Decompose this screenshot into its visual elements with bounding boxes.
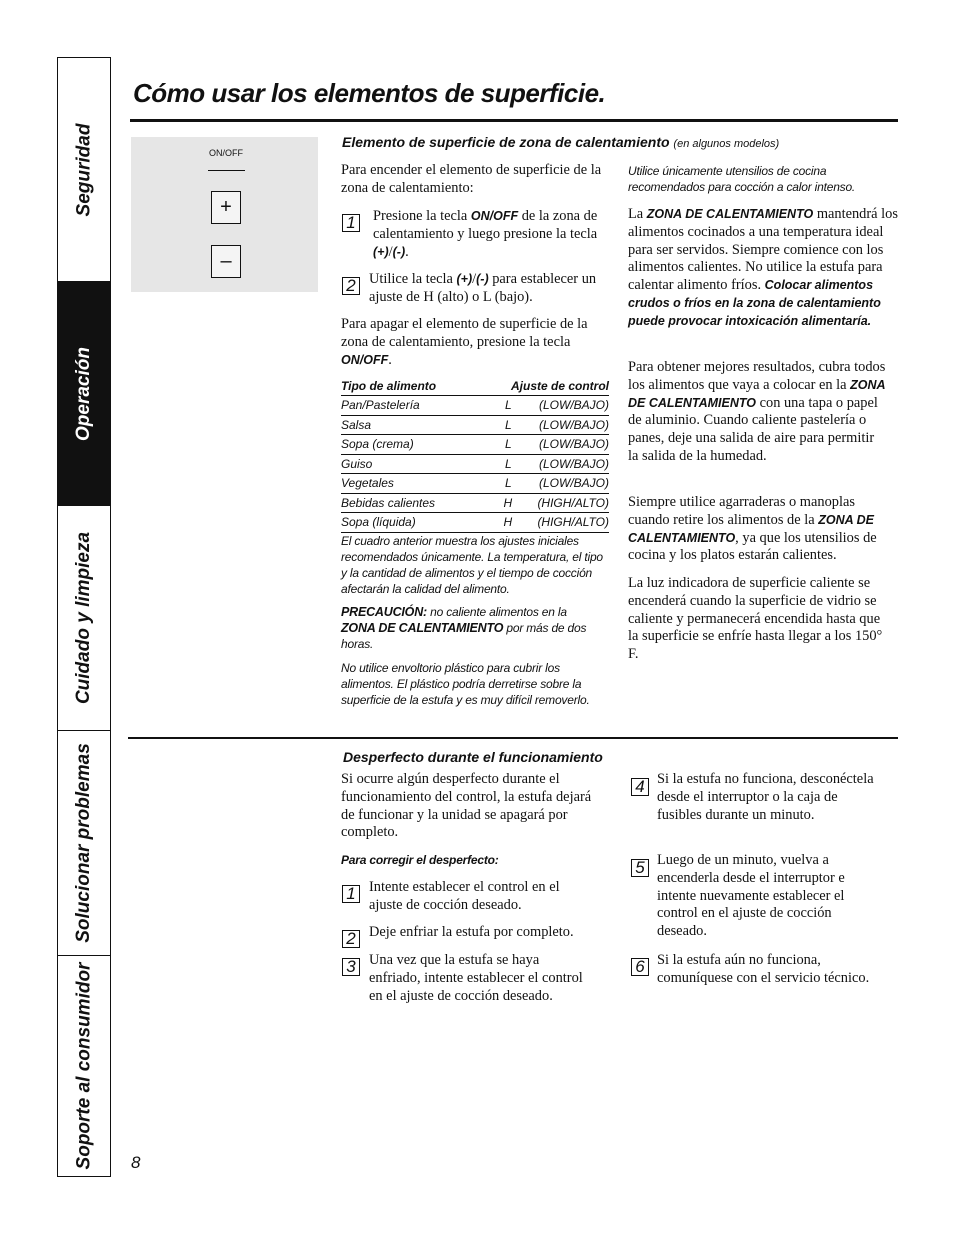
food-cell: Sopa (líquida): [341, 513, 468, 533]
column-header: Tipo de alimento: [341, 377, 468, 396]
page-title: Cómo usar los elementos de superficie.: [133, 78, 606, 108]
warming-para-2: Para obtener mejores resultados, cubra todos los alimentos que vaya a colocar en la ZONA DE CALENTAMIENTO con una tapa o papel de aluminio. Cuando caliente pastelería o panes, deje una salida de aire para permitir la salida de la humedad.: [628, 359, 886, 464]
malfunction-step-2: Deje enfriar la estufa por completo.: [369, 924, 574, 940]
malfunction-step-3: Una vez que la estufa se haya enfriado, intente establecer el control en el ajuste de cocción deseado.: [369, 952, 583, 1004]
level-cell: L: [504, 456, 512, 471]
food-cell: Pan/Pastelería: [341, 396, 468, 416]
table-row: [341, 513, 609, 533]
step-number: 1: [342, 214, 360, 232]
setting-cell: (LOW/BAJO): [538, 476, 609, 491]
setting-cell: (LOW/BAJO): [538, 417, 609, 432]
utensil-note: Utilice únicamente utensilios de cocina recomendados para cocción a calor intenso.: [628, 164, 856, 194]
food-cell: Vegetales: [341, 474, 468, 494]
food-cell: Bebidas calientes: [341, 493, 468, 513]
warming-para-3: Siempre utilice agarraderas o manoplas cuando retire los alimentos de la ZONA DE CALENTAMIENTO, ya que los utensilios de cocina y los platos estarán calientes.: [628, 494, 877, 564]
food-cell: Salsa: [341, 415, 468, 435]
table-row: [341, 435, 609, 455]
tab-cuidado-y-limpieza[interactable]: Cuidado y limpieza: [58, 506, 110, 731]
table-note: El cuadro anterior muestra los ajustes iniciales recomendados únicamente. La temperatura, el tipo y la cantidad de alimentos y el tiempo de cocción afectarán la calidad del alimento.: [341, 534, 603, 596]
table-row: [341, 493, 609, 513]
fix-title: Para corregir el desperfecto:: [341, 853, 499, 867]
warming-para-1: La ZONA DE CALENTAMIENTO mantendrá los alimentos cocinados a una temperatura ideal para ser servidos. Siempre comience con los alimentos calientes. No utilice la estufa para calentar alimento fríos. Colocar alimentos crudos o fríos en la zona de calentamiento puede provocar intoxicación alimentaría.: [628, 206, 898, 328]
level-cell: L: [504, 476, 512, 491]
step-number: 6: [631, 958, 649, 976]
food-cell: Guiso: [341, 454, 468, 474]
malfunction-step-5: Luego de un minuto, vuelva a encenderla desde el interruptor e intente nuevamente establecer el control en el ajuste de cocción deseado.: [657, 852, 845, 940]
minus-key-icon: –: [211, 245, 241, 278]
level-cell: H: [503, 495, 513, 510]
table-row: [341, 454, 609, 474]
tab-solucionar-problemas[interactable]: Solucionar problemas: [58, 731, 110, 956]
warming-step-2: Utilice la tecla (+)/(-) para establecer un ajuste de H (alto) o L (bajo).: [369, 271, 597, 305]
tab-operacion[interactable]: Operación: [58, 282, 110, 506]
table-row: [341, 474, 609, 494]
step-number: 2: [342, 277, 360, 295]
divider: [208, 170, 245, 171]
page-number: 8: [131, 1153, 141, 1172]
warming-section-title: Elemento de superficie de zona de calentamiento (en algunos modelos): [342, 134, 780, 150]
level-cell: L: [504, 417, 512, 432]
malfunction-step-4: Si la estufa no funciona, desconéctela desde el interruptor o la caja de fusibles durante un minuto.: [657, 771, 874, 823]
plus-key-icon: +: [211, 191, 241, 224]
title-note: (en algunos modelos): [673, 138, 780, 150]
malfunction-step-1: Intente establecer el control en el ajuste de cocción deseado.: [369, 879, 560, 913]
malfunction-intro: Si ocurre algún desperfecto durante el funcionamiento del control, la estufa dejará de funcionar y la unidad se apagará por completo.: [341, 771, 592, 841]
warming-step-1: Presione la tecla ON/OFF de la zona de calentamiento y luego presione la tecla (+)/(-).: [373, 208, 598, 260]
tab-seguridad[interactable]: Seguridad: [58, 58, 110, 282]
step-number: 4: [631, 778, 649, 796]
setting-cell: (HIGH/ALTO): [537, 495, 609, 510]
section-divider: [128, 737, 898, 739]
step-number: 1: [342, 885, 360, 903]
title-rule: [130, 119, 898, 122]
control-panel-illustration: [131, 137, 318, 292]
level-cell: L: [504, 398, 512, 413]
setting-cell: (LOW/BAJO): [538, 398, 609, 413]
warming-intro: Para encender el elemento de superficie de la zona de calentamiento:: [341, 162, 602, 196]
section-tabs: [57, 57, 111, 1177]
food-cell: Sopa (crema): [341, 435, 468, 455]
table-row: [341, 415, 609, 435]
level-cell: L: [504, 437, 512, 452]
column-header: Ajuste de control: [468, 377, 609, 396]
step-number: 5: [631, 859, 649, 877]
onoff-label: ON/OFF: [209, 148, 243, 158]
setting-cell: (LOW/BAJO): [538, 456, 609, 471]
warming-para-4: La luz indicadora de superficie caliente se encenderá cuando la superficie de vidrio se caliente y permanecerá encendida hasta que la superficie se enfríe hasta llegar a los 150° F.: [628, 575, 883, 663]
setting-cell: (HIGH/ALTO): [537, 515, 609, 530]
level-cell: H: [503, 515, 513, 530]
plastic-note: No utilice envoltorio plástico para cubrir los alimentos. El plástico podría derretirse sobre la superficie de la estufa y es muy difícil removerlo.: [341, 661, 590, 707]
malfunction-step-6: Si la estufa aún no funciona, comuníquese con el servicio técnico.: [657, 952, 870, 986]
tab-soporte-al-consumidor[interactable]: Soporte al consumidor: [73, 962, 95, 1170]
warming-off-instruction: Para apagar el elemento de superficie de la zona de calentamiento, presione la tecla ON/OFF.: [341, 316, 588, 368]
malfunction-section-title: Desperfecto durante el funcionamiento: [343, 749, 603, 765]
table-header: [341, 377, 609, 396]
caution-note: PRECAUCIÓN: no caliente alimentos en la ZONA DE CALENTAMIENTO por más de dos horas.: [341, 605, 587, 651]
food-settings-table: [341, 377, 609, 533]
setting-cell: (LOW/BAJO): [538, 437, 609, 452]
step-number: 2: [342, 930, 360, 948]
step-number: 3: [342, 958, 360, 976]
table-row: [341, 396, 609, 416]
